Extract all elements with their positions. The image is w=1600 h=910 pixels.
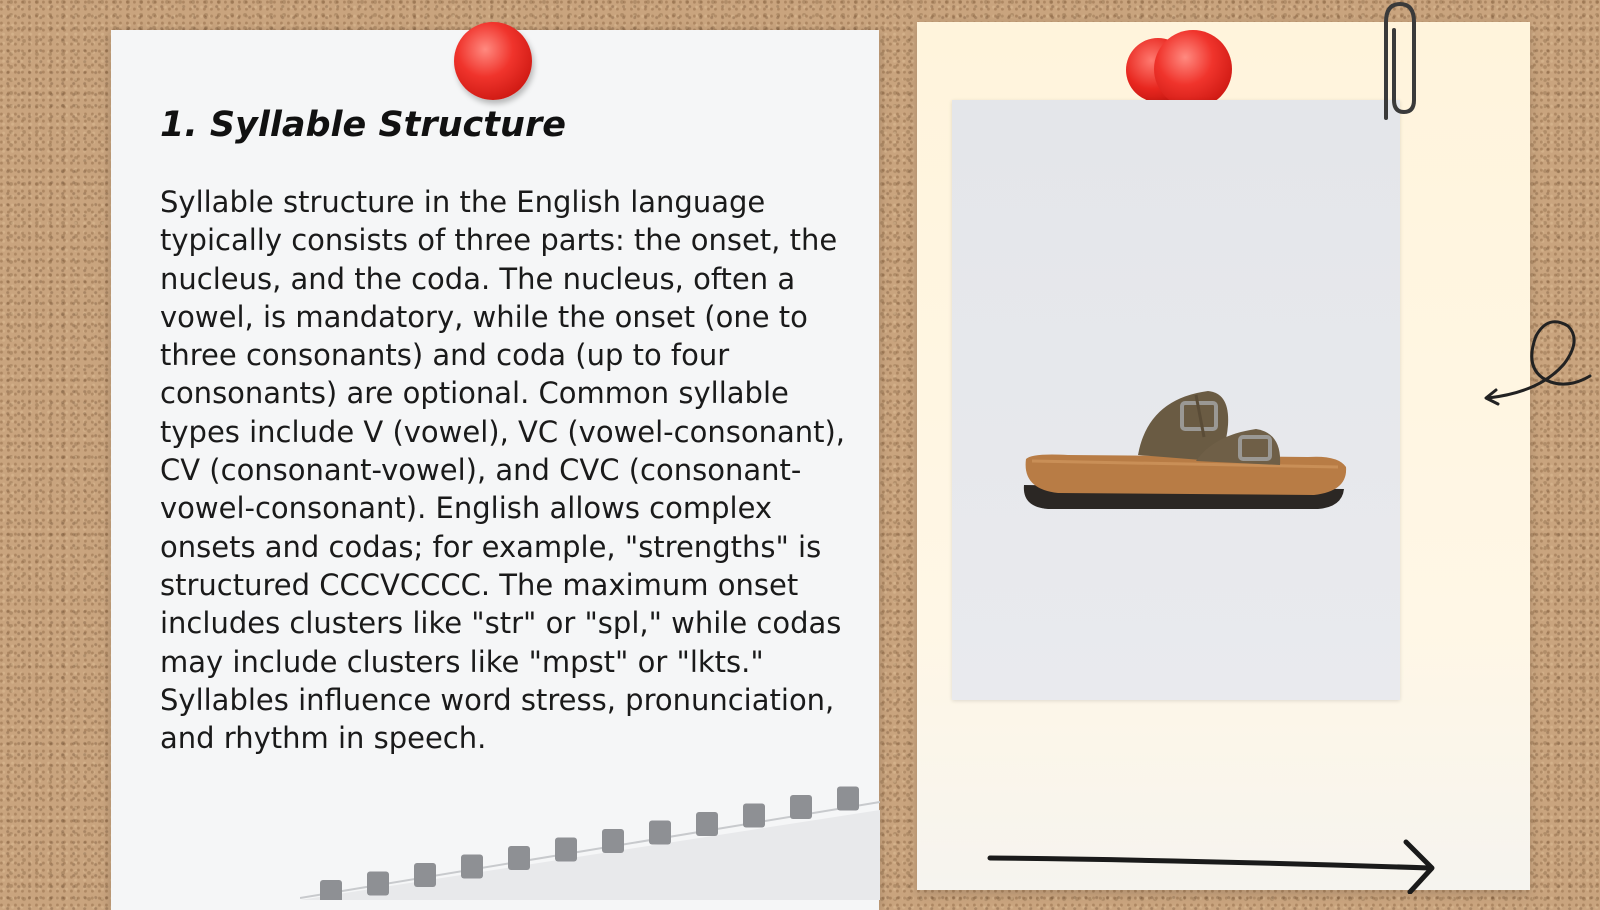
product-photo — [952, 100, 1400, 700]
notebook-tab — [320, 880, 342, 900]
sandal-icon — [1018, 385, 1348, 525]
notebook-tab — [837, 787, 859, 811]
notebook-tab — [508, 846, 530, 870]
slide-title: 1. Syllable Structure — [160, 105, 566, 145]
torn-notebook-edge — [300, 780, 880, 900]
notebook-tab — [414, 863, 436, 887]
notebook-tab — [461, 855, 483, 879]
notebook-tab — [790, 795, 812, 819]
paperclip-icon — [1376, 0, 1420, 130]
slide-body-text: Syllable structure in the English language typically consists of three parts: the onset, the nucleus, and the coda. The nucleus, often a vowel, is mandatory, while the onset (one to three consonants) and coda (up to four consonants) are optional. Common syllable types include V (vowel), VC (vowel-consonant), CV (consonant-vowel), and CVC (consonant-vowel-consonant). English allows complex onsets and codas; for example, "strengths" is structured CCCVCCCC. The maximum onset includes clusters like "str" or "spl," while codas may include clusters like "mpst" or "lkts." Syllables influence word stress, pronunciation, and rhythm in speech. — [160, 185, 845, 756]
notebook-tab — [602, 829, 624, 853]
push-pin-icon — [1154, 30, 1232, 108]
notebook-tab — [367, 872, 389, 896]
squiggle-arrow-icon — [1480, 310, 1600, 410]
notebook-tab — [696, 812, 718, 836]
push-pin-icon — [454, 22, 532, 100]
notebook-tab — [555, 838, 577, 862]
notebook-tab — [743, 804, 765, 828]
notebook-tab — [649, 821, 671, 845]
arrow-right-icon — [986, 838, 1446, 894]
